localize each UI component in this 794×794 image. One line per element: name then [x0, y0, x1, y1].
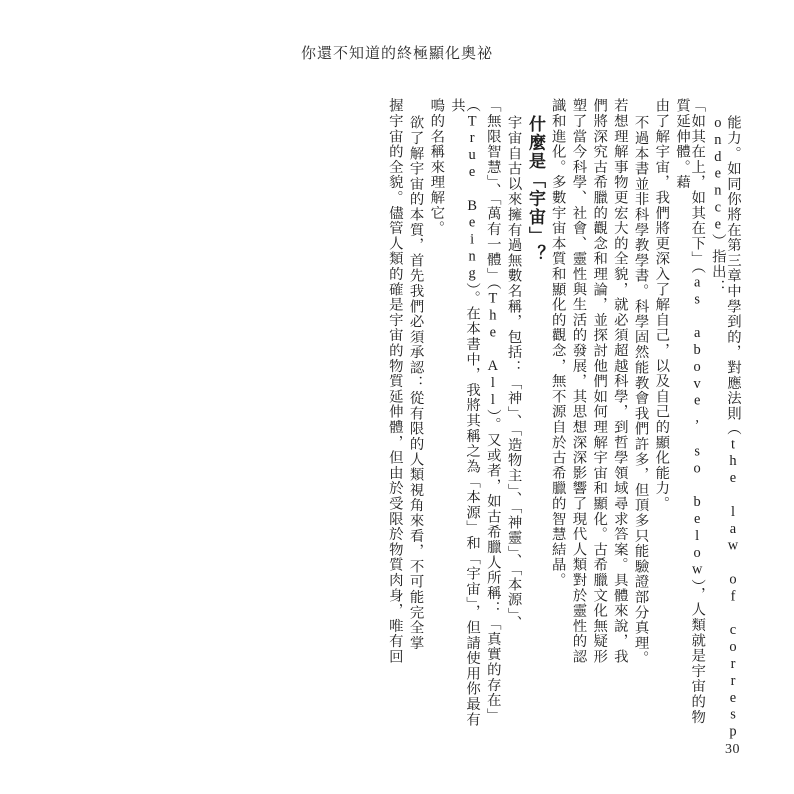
- text-column: （True Being）。在本書中，我將其稱之為「本源」和「宇宙」，但請使用你最有共: [449, 98, 481, 727]
- section-heading: 什麼是「宇宙」？: [526, 115, 545, 264]
- text-column: 「如其在上，如其在下」（as above, so below），人類就是宇宙的物質延伸體。藉: [674, 98, 706, 725]
- text-column: 握宇宙的全貌。儘管人類的確是宇宙的物質延伸體，但由於受限於物質肉身，唯有回: [386, 98, 403, 665]
- text-column: 識和進化。多數宇宙本質和顯化的觀念，無不源自於古希臘的智慧結晶。: [549, 98, 566, 588]
- text-column: 「無限智慧」、「萬有一體」（The All）。又或者，如古希臘人所稱：「真實的存在」: [484, 98, 501, 723]
- text-column: 塑了當今科學、社會、靈性與生活的發展，其思想深深影響了現代人類對於靈性的認: [570, 98, 587, 665]
- text-column: 宇宙自古以來擁有過無數名稱，包括：「神」、「造物主」、「神靈」、「本源」、: [505, 115, 522, 631]
- text-column: 由了解宇宙，我們將更深入了解自己，以及自己的顯化能力。: [653, 98, 670, 512]
- text-column: 們將深究古希臘的觀念和理論，並探討他們如何理解宇宙和顯化。古希臘文化無疑形: [591, 98, 608, 665]
- text-column: 若想理解事物更宏大的全貌，就必須超越科學，到哲學領域尋求答案。具體來說，我: [611, 98, 628, 665]
- text-column: 不過本書並非科學教學書。科學固然能教會我們許多，但頂多只能驗證部分真理。: [632, 115, 649, 666]
- page-running-header: 你還不知道的終極顯化奧祕: [300, 46, 493, 62]
- text-column: 欲了解宇宙的本質，首先我們必須承認：從有限的人類視角來看，不可能完全掌: [407, 115, 424, 651]
- page-number: 30: [725, 742, 740, 757]
- text-column: 能力。如同你將在第三章中學到的，對應法則（the law of correspondence）指出：: [709, 115, 741, 741]
- body-text-area: [150, 98, 741, 741]
- text-column: 鳴的名稱來理解它。: [428, 98, 445, 236]
